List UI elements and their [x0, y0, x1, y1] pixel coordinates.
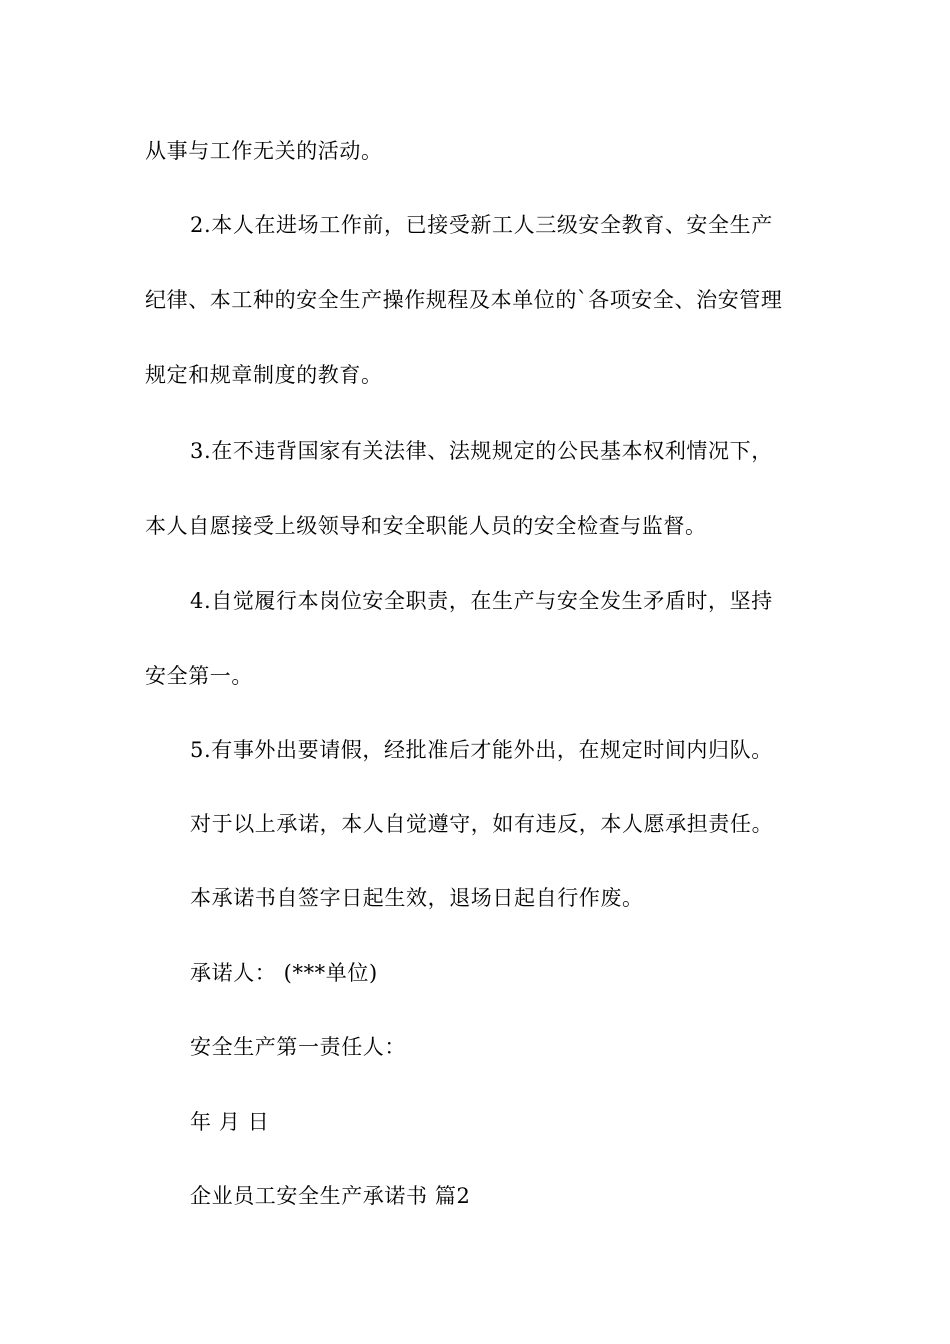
clause-3-line-1: 3.在不违背国家有关法律、法规规定的公民基本权利情况下， [190, 439, 773, 463]
validity-statement: 本承诺书自签字日起生效，退场日起自行作废。 [190, 886, 644, 910]
clause-2-line-3: 规定和规章制度的教育。 [145, 363, 383, 387]
promisor-line: 承诺人： (***单位) [190, 961, 378, 985]
responsible-person-line: 安全生产第一责任人： [190, 1035, 406, 1059]
clause-4-line-1: 4.自觉履行本岗位安全职责，在生产与安全发生矛盾时，坚持 [190, 589, 773, 613]
clause-5-line: 5.有事外出要请假，经批准后才能外出，在规定时间内归队。 [190, 738, 773, 762]
clause-2-line-2: 纪律、本工种的安全生产操作规程及本单位的`各项安全、治安管理 [145, 288, 783, 312]
clause-4-line-2: 安全第一。 [145, 664, 253, 688]
clause-2-line-1: 2.本人在进场工作前，已接受新工人三级安全教育、安全生产 [190, 213, 773, 237]
date-line: 年 月 日 [190, 1110, 270, 1134]
section-heading: 企业员工安全生产承诺书 篇2 [190, 1184, 471, 1208]
commitment-statement: 对于以上承诺，本人自觉遵守，如有违反，本人愿承担责任。 [190, 812, 774, 836]
clause-3-line-2: 本人自愿接受上级领导和安全职能人员的安全检查与监督。 [145, 514, 707, 538]
paragraph-line-continuation: 从事与工作无关的活动。 [145, 139, 383, 163]
